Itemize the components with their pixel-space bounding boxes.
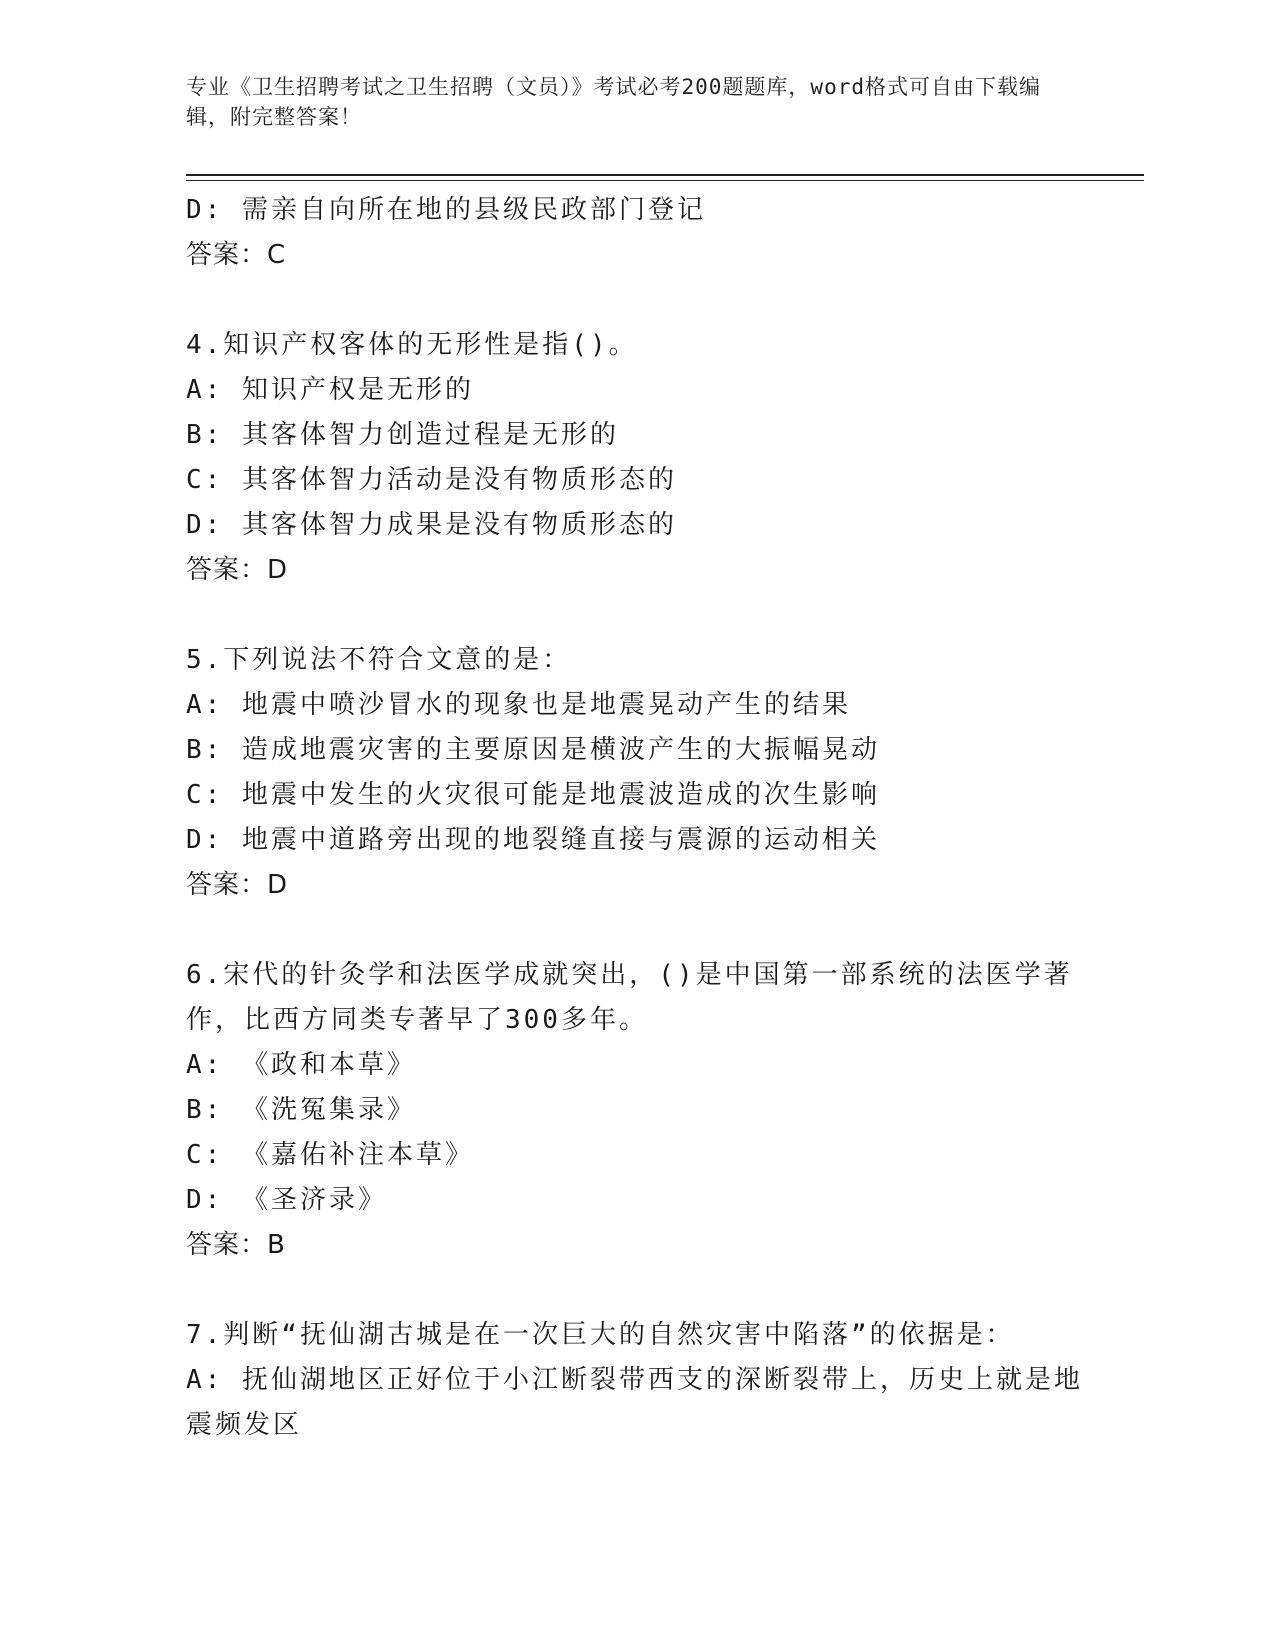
spacer [186,908,1086,953]
question-stem: 5.下列说法不符合文意的是： [186,645,572,675]
question-6 [186,953,1086,1268]
option-a: A: 抚仙湖地区正好位于小江断裂带西支的深断裂带上，历史上就是地震频发区 [186,1365,1083,1440]
question-4 [186,323,1086,593]
spacer [186,1268,1086,1313]
option-d: D: 地震中道路旁出现的地裂缝直接与震源的运动相关 [186,825,880,855]
page-header: 专业《卫生招聘考试之卫生招聘（文员）》考试必考200题题库，word格式可自由下载编辑，附完整答案！ [186,75,1041,129]
document-body [186,188,1086,1448]
question-stem: 7.判断“抚仙湖古城是在一次巨大的自然灾害中陷落”的依据是： [186,1320,1015,1350]
option-b: B: 造成地震灾害的主要原因是横波产生的大振幅晃动 [186,735,880,765]
header-divider-thick [186,174,1144,176]
question-stem: 4.知识产权客体的无形性是指()。 [186,330,638,360]
spacer [186,278,1086,323]
option-b: B: 其客体智力创造过程是无形的 [186,420,619,450]
question-stem: 6.宋代的针灸学和法医学成就突出，()是中国第一部系统的法医学著作，比西方同类专著早了300多年。 [186,960,1073,1035]
option-a: A: 知识产权是无形的 [186,375,474,405]
question-7 [186,1313,1086,1448]
answer: 答案：D [186,870,289,900]
option-a: A: 地震中喷沙冒水的现象也是地震晃动产生的结果 [186,690,851,720]
option-d: D: 其客体智力成果是没有物质形态的 [186,510,677,540]
option-d: D: 《圣济录》 [186,1185,387,1215]
answer: 答案：D [186,555,289,585]
spacer [186,593,1086,638]
option-b: B: 《洗冤集录》 [186,1095,416,1125]
header-divider-thin [186,180,1144,181]
option-c: C: 地震中发生的火灾很可能是地震波造成的次生影响 [186,780,880,810]
answer: 答案：B [186,1230,286,1260]
option-c: C: 其客体智力活动是没有物质形态的 [186,465,677,495]
question-5 [186,638,1086,908]
option-a: A: 《政和本草》 [186,1050,416,1080]
carry-over-option-d: D: 需亲自向所在地的县级民政部门登记 [186,195,706,225]
option-c: C: 《嘉佑补注本草》 [186,1140,474,1170]
carry-over-answer: 答案：C [186,240,287,270]
